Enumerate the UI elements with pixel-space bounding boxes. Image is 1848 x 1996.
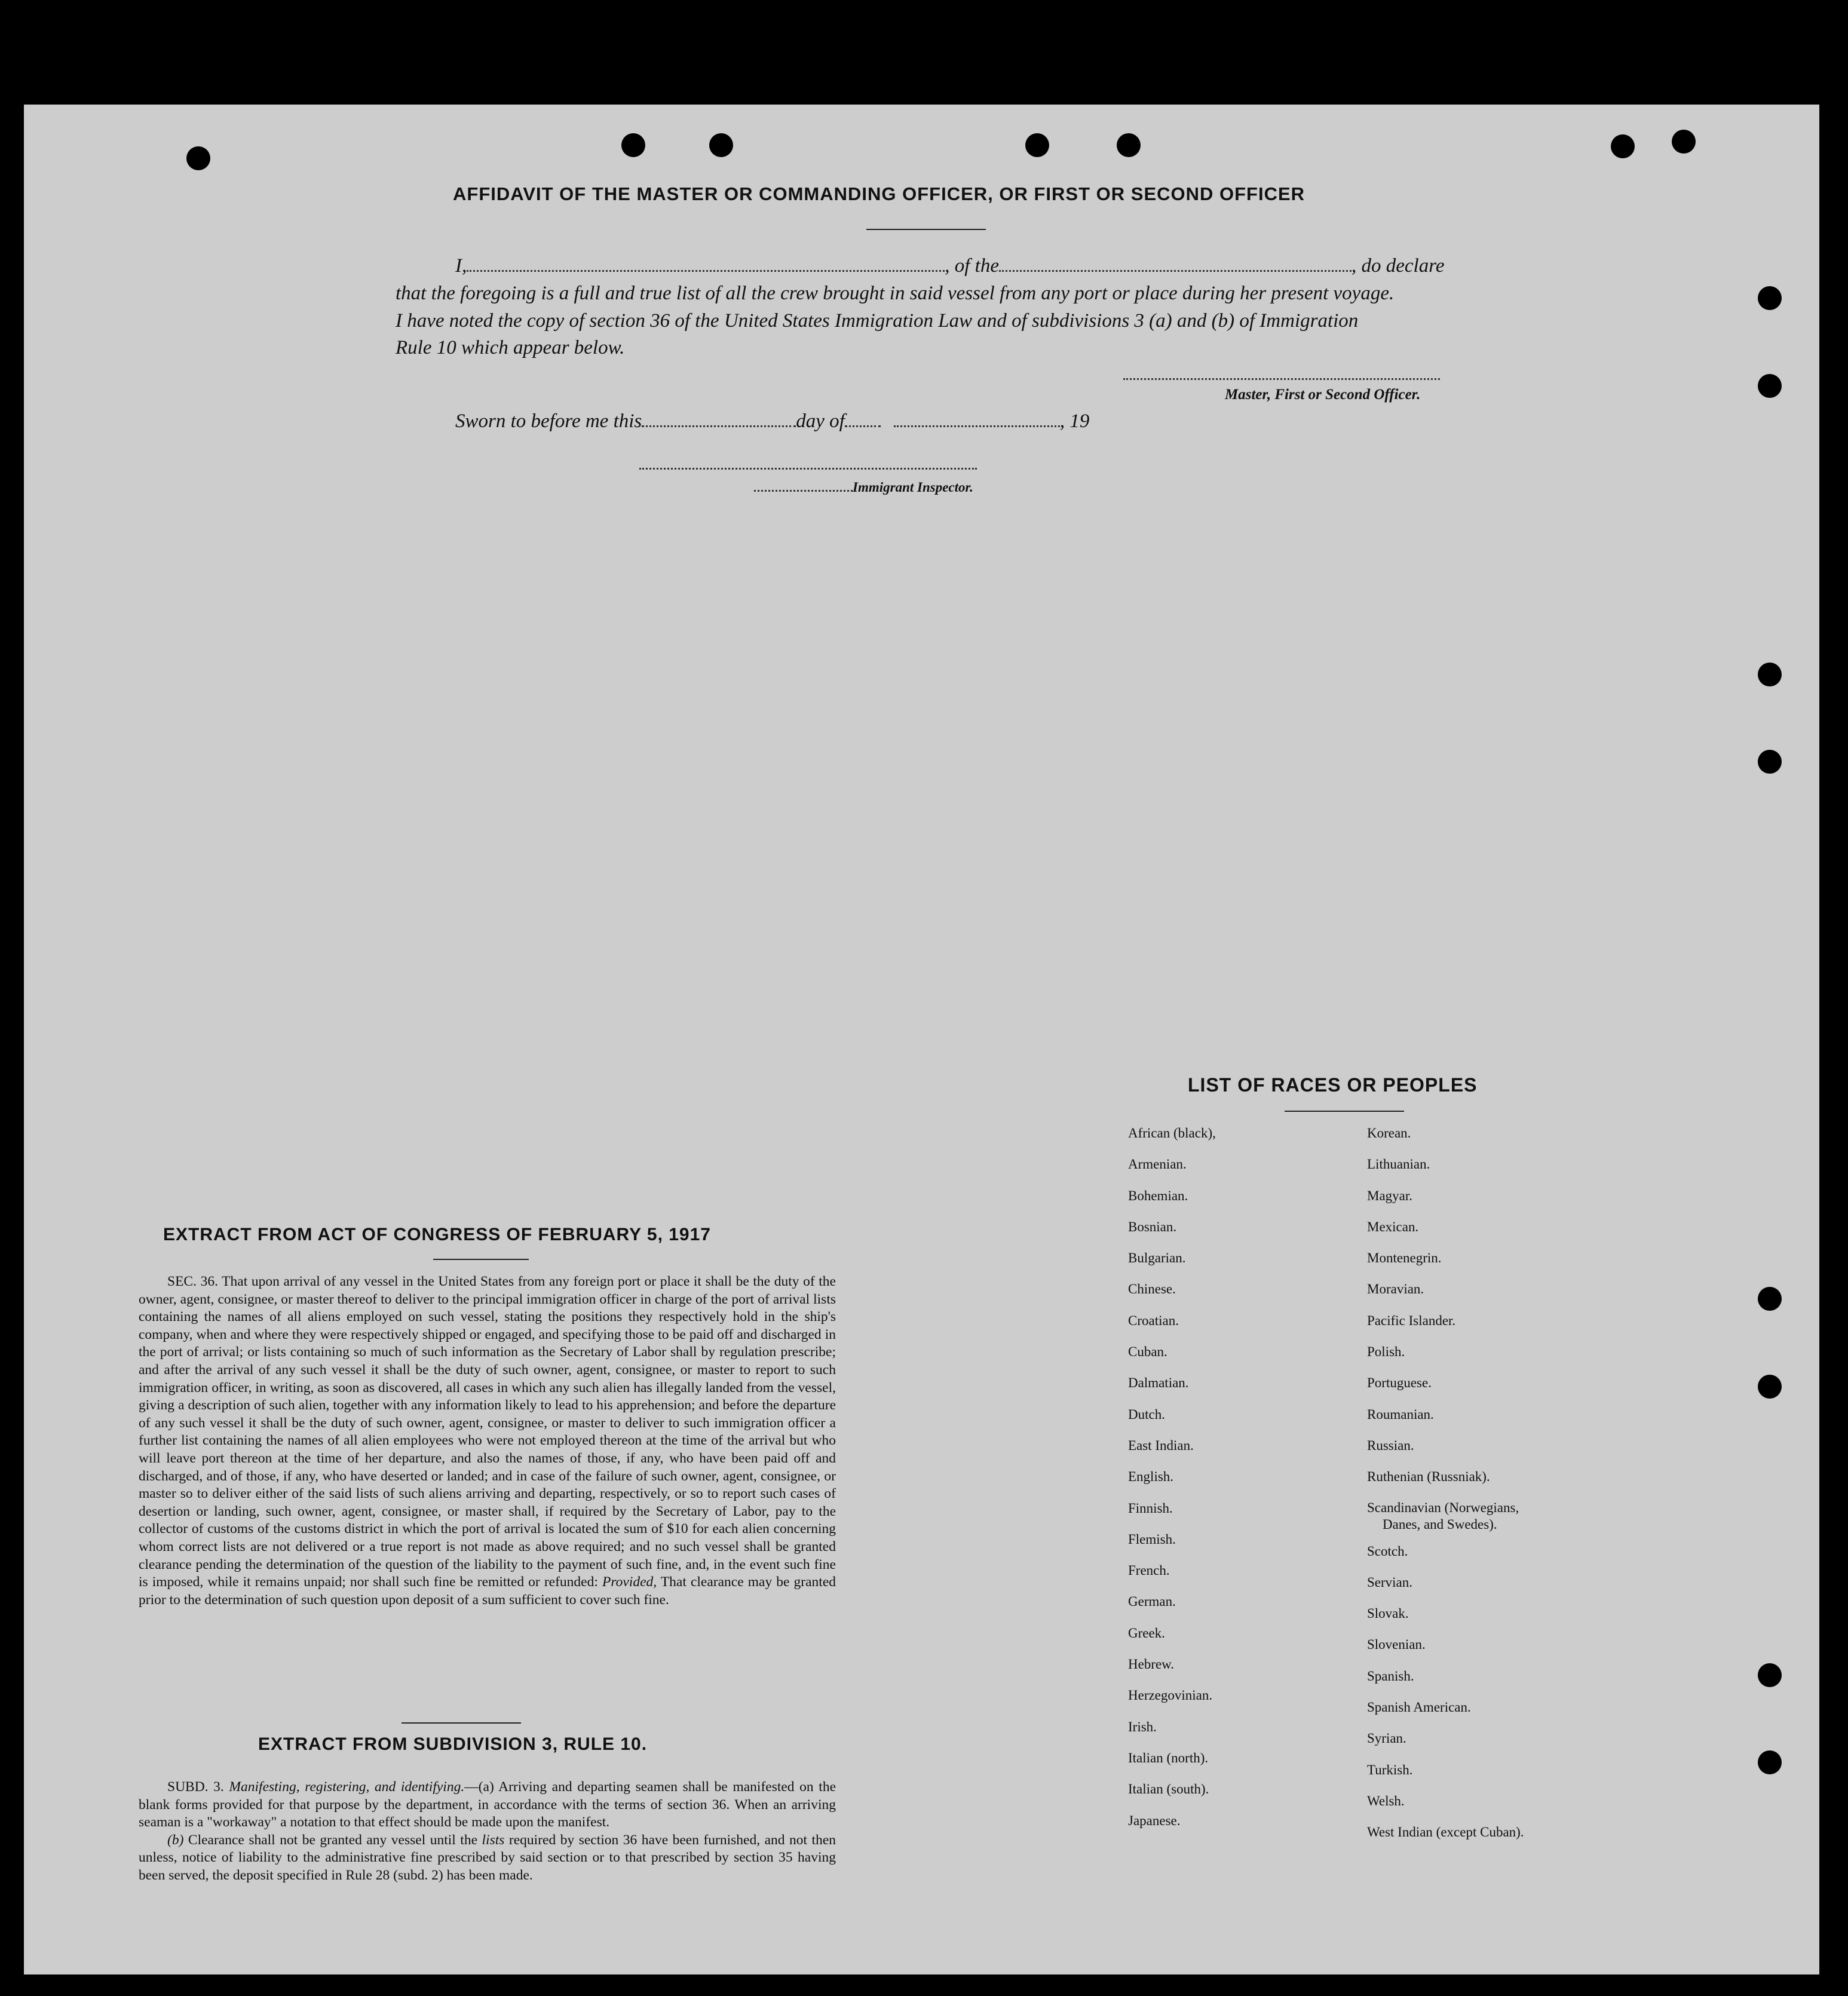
race-item: Syrian. xyxy=(1367,1731,1406,1746)
race-item: Japanese. xyxy=(1128,1813,1181,1828)
race-item: Moravian. xyxy=(1367,1281,1424,1297)
punch-hole xyxy=(1758,374,1782,398)
affidavit-line-2: that the foregoing is a full and true list of all the crew brought in said vessel from any port or place during her present voyage. xyxy=(396,283,1395,304)
race-item: Magyar. xyxy=(1367,1188,1413,1203)
race-item: Bosnian. xyxy=(1128,1219,1177,1234)
race-item: Turkish. xyxy=(1367,1762,1413,1777)
punch-hole xyxy=(1025,133,1049,157)
race-item: Bulgarian. xyxy=(1128,1250,1186,1266)
race-item: Croatian. xyxy=(1128,1313,1179,1328)
affidavit-declaration-line xyxy=(455,255,1444,277)
divider xyxy=(866,229,986,230)
race-item: Pacific Islander. xyxy=(1367,1313,1456,1328)
subd-a-marker: —(a) xyxy=(464,1779,494,1795)
subd-b-lists: lists xyxy=(482,1832,505,1848)
punch-hole xyxy=(1758,750,1782,774)
race-item: Russian. xyxy=(1367,1437,1414,1453)
affidavit-line-4: Rule 10 which appear below. xyxy=(396,337,625,358)
race-item: Montenegrin. xyxy=(1367,1250,1442,1266)
punch-hole xyxy=(1758,663,1782,686)
race-item: Danes, and Swedes). xyxy=(1383,1516,1497,1532)
sworn-year-label: , 19 xyxy=(1059,410,1090,432)
subdivision-label: SUBD. 3. xyxy=(167,1779,224,1795)
race-item: Ruthenian (Russniak). xyxy=(1367,1469,1490,1485)
race-item: Servian. xyxy=(1367,1574,1413,1590)
race-item: Cuban. xyxy=(1128,1344,1167,1360)
extract-act-title: EXTRACT FROM ACT OF CONGRESS OF FEBRUARY 5, 1917 xyxy=(163,1225,711,1244)
subd-b-text-1: Clearance shall not be granted any vessel until the xyxy=(188,1832,478,1848)
race-item: Spanish. xyxy=(1367,1668,1414,1684)
document-sheet xyxy=(24,105,1819,1974)
race-item: English. xyxy=(1128,1469,1174,1485)
divider xyxy=(433,1259,529,1260)
race-item: Welsh. xyxy=(1367,1793,1405,1808)
proviso-text: That clearance may be granted prior to the determination of such question upon deposit of a sum sufficient to cover such fine. xyxy=(139,1574,836,1608)
race-item: Mexican. xyxy=(1367,1219,1419,1234)
race-item: Polish. xyxy=(1367,1344,1405,1360)
punch-hole xyxy=(1611,134,1635,158)
subd-b-marker: (b) xyxy=(167,1832,184,1848)
punch-hole xyxy=(186,146,210,170)
race-item: East Indian. xyxy=(1128,1437,1194,1453)
section-36-text xyxy=(139,1273,836,1609)
race-item: Korean. xyxy=(1367,1126,1411,1140)
proviso-label: Provided, xyxy=(602,1574,657,1590)
race-item: Roumanian. xyxy=(1367,1406,1434,1422)
races-title: LIST OF RACES OR PEOPLES xyxy=(1188,1074,1478,1096)
punch-hole xyxy=(1758,286,1782,310)
punch-hole xyxy=(1758,1287,1782,1311)
sworn-line xyxy=(455,410,1089,433)
race-item: Slovenian. xyxy=(1367,1637,1426,1652)
races-column-2 xyxy=(1367,1118,1524,1848)
race-item: Bohemian. xyxy=(1128,1188,1188,1203)
punch-hole xyxy=(1758,1750,1782,1774)
race-item: Spanish American. xyxy=(1367,1700,1471,1715)
declarant-prefix: I, xyxy=(455,255,467,277)
race-item: Greek. xyxy=(1128,1625,1165,1641)
punch-hole xyxy=(1758,1375,1782,1399)
sworn-prefix: Sworn to before me this xyxy=(455,410,642,432)
punch-hole xyxy=(1117,133,1141,157)
race-item: Lithuanian. xyxy=(1367,1157,1430,1172)
race-item: Herzegovinian. xyxy=(1128,1688,1213,1703)
inspector-label: Immigrant Inspector. xyxy=(853,480,973,495)
sworn-month-field-2[interactable] xyxy=(894,425,1060,427)
subdivision-heading: Manifesting, registering, and identifying. xyxy=(229,1779,465,1795)
race-item: African (black), xyxy=(1128,1126,1216,1140)
section-label: SEC. 36. xyxy=(167,1274,218,1289)
sworn-month-field[interactable] xyxy=(845,425,881,427)
sworn-day-label: day of xyxy=(796,410,845,432)
race-item: Dutch. xyxy=(1128,1406,1165,1422)
sworn-date-field[interactable] xyxy=(642,425,796,427)
punch-hole xyxy=(1672,130,1696,154)
race-item: Scandinavian (Norwegians, xyxy=(1367,1500,1519,1515)
vessel-name-field[interactable] xyxy=(999,270,1351,272)
subdivision-3-text xyxy=(139,1779,836,1885)
punch-hole xyxy=(1758,1663,1782,1687)
race-item: German. xyxy=(1128,1594,1176,1609)
race-item: Italian (south). xyxy=(1128,1782,1209,1797)
inspector-name-field[interactable] xyxy=(754,490,853,492)
race-item: Flemish. xyxy=(1128,1531,1176,1547)
race-item: Armenian. xyxy=(1128,1157,1187,1172)
race-item: Chinese. xyxy=(1128,1281,1176,1297)
race-item: Scotch. xyxy=(1367,1543,1408,1559)
punch-hole xyxy=(709,133,733,157)
race-item: Dalmatian. xyxy=(1128,1375,1189,1391)
inspector-signature-field[interactable] xyxy=(639,468,977,470)
race-item: Hebrew. xyxy=(1128,1657,1175,1672)
master-signature-label: Master, First or Second Officer. xyxy=(1225,387,1421,403)
declarant-name-field[interactable] xyxy=(467,270,945,272)
subd-b-text-2: required by section 36 have been furnished, and not then unless, notice of liability to the administrative fine prescribed by said section or to that prescribed by section 35 having been served, the deposit specified in Rule 28 (subd. 2) has been made. xyxy=(139,1832,836,1883)
race-item: French. xyxy=(1128,1563,1170,1578)
master-signature-field[interactable] xyxy=(1123,378,1440,380)
inspector-line xyxy=(754,480,973,495)
race-item: Portuguese. xyxy=(1367,1375,1432,1391)
races-column-1 xyxy=(1128,1118,1216,1836)
divider xyxy=(402,1722,521,1724)
race-item: West Indian (except Cuban). xyxy=(1367,1825,1524,1840)
race-item: Finnish. xyxy=(1128,1500,1173,1516)
extract-rule-title: EXTRACT FROM SUBDIVISION 3, RULE 10. xyxy=(258,1734,648,1754)
declare-suffix: , do declare xyxy=(1351,255,1445,277)
punch-hole xyxy=(621,133,645,157)
section-36-body: That upon arrival of any vessel in the United States from any foreign port or place it shall be the duty of the owner, agent, consignee, or master thereof to deliver to the principal immigration officer in charge of the port of arrival lists containing the names of all aliens employed on such vessel, stating the positions they respectively hold in the ship's company, when and where they were respectively shipped or engaged, and specifying those to be paid off and discharged in the port of arrival; or lists containing so much of such information as the Secretary of Labor shall by regulation prescribe; and after the arrival of any such vessel it shall be the duty of such owner, agent, consignee, or master to report to such immigration officer, in writing, as soon as discovered, all cases in which any such alien has illegally landed from the vessel, giving a description of such alien, together with any information likely to lead to his apprehension; and before the departure of any such vessel it shall be the duty of such owner, agent, consignee, or master to deliver to such immigration officer a further list containing the names of all alien employees who were not employed thereon at the time of the arrival but who will leave port thereon at the time of her departure, and also the names of those, if any, who have been paid off and discharged, and of those, if any, who have deserted or landed; and in case of the failure of such owner, agent, consignee, or master so to deliver either of the said lists of such aliens arriving and departing, respectively, or so to report such cases of desertion or landing, such owner, agent, consignee, or master shall, if required by the Secretary of Labor, pay to the collector of customs of the customs district in which the port of arrival is located the sum of $10 for each alien concerning whom correct lists are not delivered or a true report is not made as above required; and no such vessel shall be granted clearance pending the determination of the question of the liability to the payment of such fine, and, in the event such fine is imposed, while it remains unpaid; nor shall such fine be remitted or refunded: xyxy=(139,1274,836,1590)
race-item: Italian (north). xyxy=(1128,1750,1209,1765)
affidavit-title: AFFIDAVIT OF THE MASTER OR COMMANDING OFFICER, OR FIRST OR SECOND OFFICER xyxy=(453,183,1305,204)
vessel-prefix: , of the xyxy=(945,255,999,277)
divider xyxy=(1285,1111,1404,1112)
affidavit-line-3: I have noted the copy of section 36 of the United States Immigration Law and of subdivisions 3 (a) and (b) of Immigration xyxy=(396,310,1359,332)
subd-a-text: Arriving and departing seamen shall be manifested on the blank forms provided for that purpose by the department, in accordance with the terms of section 36. When an arriving seaman is a "workaway" a notation to that effect should be made upon the manifest. xyxy=(139,1779,836,1831)
race-item: Irish. xyxy=(1128,1719,1157,1734)
race-item: Slovak. xyxy=(1367,1606,1409,1621)
